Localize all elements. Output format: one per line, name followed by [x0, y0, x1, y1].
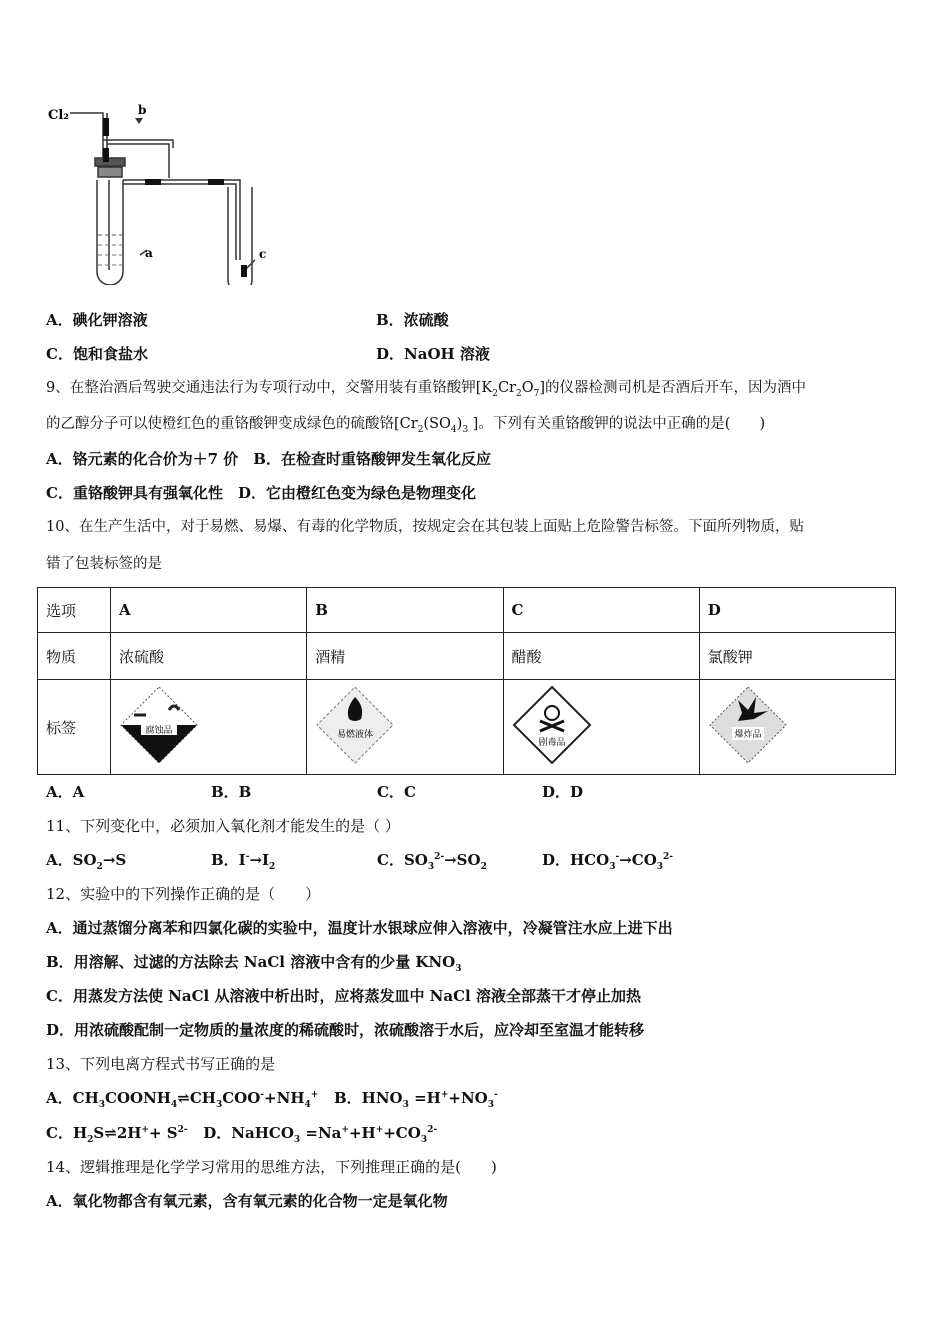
q14-option-a: A．氧化物都含有氧元素，含有氧元素的化合物一定是氧化物: [46, 1192, 448, 1210]
q13-option-c: C．$H_2S\rightleftharpoons 2H^++ S^{2-}$: [46, 1124, 188, 1145]
corrosive-label-icon: [119, 685, 199, 765]
flammable-liquid-label-icon: [315, 685, 395, 765]
substance-b: 酒精: [307, 633, 503, 680]
q12-stem: 12、实验中的下列操作正确的是（ ）: [46, 885, 321, 903]
svg-text:爆炸品: 爆炸品: [734, 730, 762, 740]
svg-text:腐蚀品: 腐蚀品: [145, 726, 173, 736]
cl2-label: Cl₂: [48, 108, 69, 123]
q12-option-b: B．用溶解、过滤的方法除去 NaCl 溶液中含有的少量 $KNO_3$: [46, 953, 462, 974]
q11-option-d: D．$HCO_3^-\to CO_3^{2-}$: [542, 851, 674, 872]
q9-stem-line2: 的乙醇分子可以使橙红色的重铬酸钾变成绿色的硫酸铬[$Cr_2(SO_4)_3$ ]。下列有关重铬酸钾的说法中正确的是( ): [46, 416, 766, 435]
substance-a: 浓硫酸: [111, 633, 307, 680]
q12-option-c: C．用蒸发方法使 NaCl 从溶液中析出时，应将蒸发皿中 NaCl 溶液全部蒸干才停止加热: [46, 987, 641, 1005]
row-header-label: 标签: [38, 680, 111, 775]
chlorine-apparatus-diagram: [45, 100, 295, 285]
col-d: D: [699, 588, 895, 633]
q13-option-a: A．$CH_3COONH_4\rightleftharpoons CH_3COO^-+NH_4^+$: [46, 1089, 319, 1110]
q13-options-ab: [46, 1088, 498, 1108]
col-c: C: [503, 588, 699, 633]
q13-option-d: D．NaHCO$_3$ $=Na^++H^++CO_3^{2-}$: [203, 1124, 438, 1145]
q12-option-d: D．用浓硫酸配制一定物质的量浓度的稀硫酸时，浓硫酸溶于水后，应冷却至室温才能转移: [46, 1021, 645, 1039]
q13-option-b: B．$HNO_3 =H^++NO_3^-$: [333, 1089, 498, 1110]
q13-stem: 13、下列电离方程式书写正确的是: [46, 1055, 276, 1073]
q12-option-a: A．通过蒸馏分离苯和四氯化碳的实验中，温度计水银球应伸入溶液中，冷凝管注水应上进下出: [46, 919, 673, 937]
substance-d: 氯酸钾: [699, 633, 895, 680]
svg-text:剧毒品: 剧毒品: [537, 738, 566, 748]
q13-options-cd: [46, 1123, 437, 1143]
col-b: B: [307, 588, 503, 633]
valve-b-label: b: [138, 103, 147, 117]
q8-option-c: C．饱和食盐水: [46, 345, 148, 363]
q10-answer-d: D．D: [542, 783, 584, 801]
hazard-label-table: [37, 587, 896, 775]
q10-stem-line2: 错了包装标签的是: [46, 556, 162, 572]
q9-options-ab: A．铬元素的化合价为＋7 价 B．在检查时重铬酸钾发生氧化反应: [46, 450, 491, 468]
explosive-label-icon: [708, 685, 788, 765]
row-header-substance: 物质: [38, 633, 111, 680]
q10-answer-b: B．B: [211, 783, 252, 801]
q9-stem-line1: 9、在整治酒后驾驶交通违法行为专项行动中，交警用装有重铬酸钾$[K_2Cr_2O_7]$的仪器检测司机是否酒后开车，因为酒中: [46, 380, 806, 399]
q8-option-d: D．NaOH 溶液: [376, 345, 490, 363]
svg-text:易燃液体: 易燃液体: [337, 730, 374, 740]
q10-answer-c: C．C: [377, 783, 416, 801]
q14-stem: 14、逻辑推理是化学学习常用的思维方法，下列推理正确的是( ): [46, 1158, 497, 1176]
col-a: A: [111, 588, 307, 633]
substance-c: 醋酸: [503, 633, 699, 680]
q11-option-b: B．$I^-\to I_2$: [211, 851, 276, 872]
row-header-option: 选项: [38, 588, 111, 633]
tube-a-label: a: [145, 246, 153, 260]
q10-stem-line1: 10、在生产生活中，对于易燃、易爆、有毒的化学物质，按规定会在其包装上面贴上危险警告标签。下面所列物质，贴: [46, 519, 804, 535]
q11-stem: 11、下列变化中，必须加入氧化剂才能发生的是（ ）: [46, 817, 400, 835]
q8-option-b: B．浓硫酸: [376, 311, 449, 329]
toxic-label-icon: [512, 685, 592, 765]
q11-option-a: A．$SO_2\to S$: [46, 851, 127, 872]
q9-options-cd: C．重铬酸钾具有强氧化性 D．它由橙红色变为绿色是物理变化: [46, 484, 476, 502]
q11-option-c: C．$SO_3^{2-}\to SO_2$: [377, 851, 487, 872]
q10-answer-a: A．A: [46, 783, 85, 801]
tube-c-label: c: [259, 247, 267, 261]
q8-option-a: A．碘化钾溶液: [46, 311, 148, 329]
